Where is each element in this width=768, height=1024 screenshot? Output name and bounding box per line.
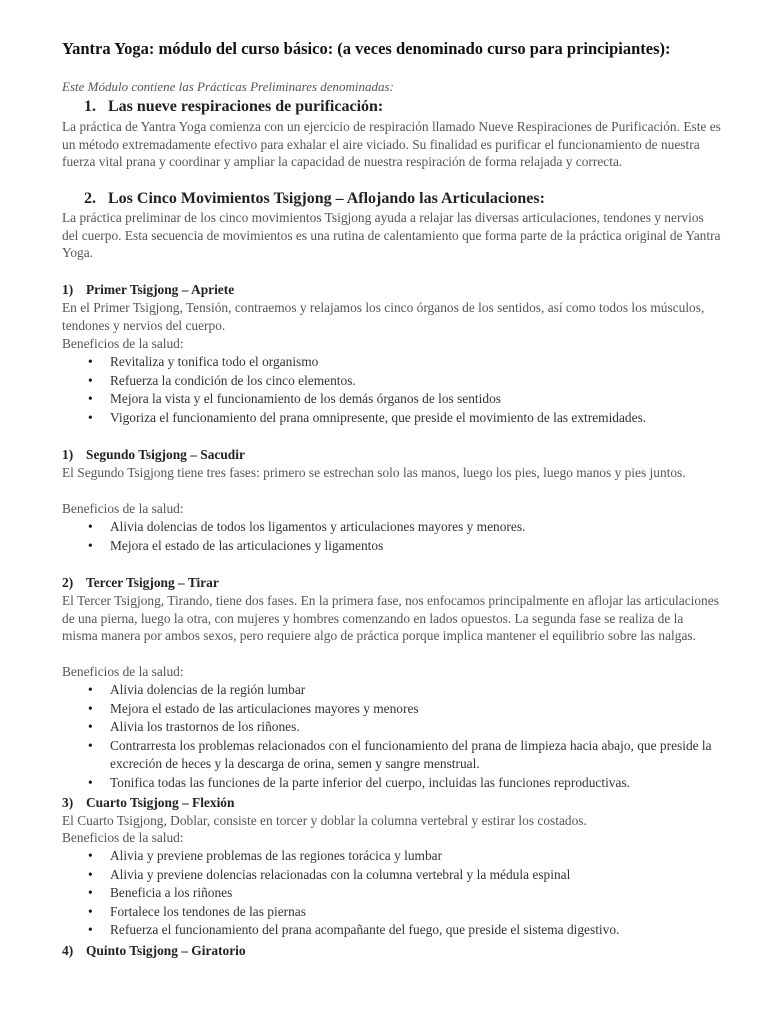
section-paragraph-2: La práctica preliminar de los cinco movimientos Tsigjong ayuda a relajar las diversas articulaciones, tendones y nervios del cuerpo. Esta secuencia de movimientos es una rutina de calentamiento que forma parte de la práctica original de Yantra Yoga. — [62, 210, 721, 261]
list-item: • Alivia dolencias de la región lumbar — [88, 681, 728, 700]
tsigjong-title: Cuarto Tsigjong – Flexión — [86, 795, 235, 810]
tsigjong-heading-1 — [62, 281, 234, 299]
tsigjong-title: Tercer Tsigjong – Tirar — [86, 575, 219, 590]
benefits-list-3 — [88, 681, 728, 792]
benefits-label: Beneficios de la salud: — [62, 830, 184, 845]
list-item: • Refuerza la condición de los cinco elementos. — [88, 372, 728, 391]
list-item: • Alivia y previene dolencias relacionadas con la columna vertebral y la médula espinal — [88, 866, 728, 885]
benefits-list-2 — [88, 518, 728, 555]
benefits-list-1 — [88, 353, 728, 427]
tsigjong-title: Segundo Tsigjong – Sacudir — [86, 447, 245, 462]
tsigjong-heading-3 — [62, 574, 219, 592]
list-item: • Alivia y previene problemas de las regiones torácica y lumbar — [88, 847, 728, 866]
section-heading-2 — [84, 189, 545, 209]
tsigjong-heading-2 — [62, 446, 245, 464]
list-item: • Contrarresta los problemas relacionados con el funcionamiento del prana de limpieza hacia abajo, que preside la excreción de heces y la descarga de orina, semen y sangre menstrual. — [88, 737, 728, 774]
list-item: • Refuerza el funcionamiento del prana acompañante del fuego, que preside el sistema digestivo. — [88, 921, 728, 940]
document-title: Yantra Yoga: módulo del curso básico: (a veces denominado curso para principiantes): — [62, 39, 671, 58]
tsigjong-number: 2) — [62, 575, 74, 590]
section-number: 1. — [84, 98, 96, 115]
tsigjong-number: 1) — [62, 447, 74, 462]
list-item: • Mejora el estado de las articulaciones y ligamentos — [88, 537, 728, 556]
list-item: • Beneficia a los riñones — [88, 884, 728, 903]
list-item: • Mejora la vista y el funcionamiento de los demás órganos de los sentidos — [88, 390, 728, 409]
list-item: • Alivia dolencias de todos los ligamentos y articulaciones mayores y menores. — [88, 518, 728, 537]
tsigjong-text-1: En el Primer Tsigjong, Tensión, contraemos y relajamos los cinco órganos de los sentidos, así como todos los músculos, tendones y nervios del cuerpo. — [62, 300, 705, 333]
benefits-label: Beneficios de la salud: — [62, 664, 184, 679]
tsigjong-number: 1) — [62, 282, 74, 297]
tsigjong-heading-5 — [62, 942, 246, 960]
list-item: • Revitaliza y tonifica todo el organismo — [88, 353, 728, 372]
tsigjong-title: Quinto Tsigjong – Giratorio — [86, 943, 246, 958]
section-heading-1 — [84, 97, 383, 117]
tsigjong-title: Primer Tsigjong – Apriete — [86, 282, 235, 297]
benefits-list-4 — [88, 847, 728, 940]
tsigjong-text-3: El Tercer Tsigjong, Tirando, tiene dos fases. En la primera fase, nos enfocamos principalmente en aflojar las articulaciones de una pierna, luego la otra, con mujeres y hombres comenzando en lados opuestos. La segunda fase se realiza de la misma manera por ambos sexos, pero requiere algo de práctica porque implica mantener el equilibrio sobre las nalgas. — [62, 593, 719, 644]
section-heading-text: Los Cinco Movimientos Tsigjong – Aflojando las Articulaciones: — [108, 190, 545, 207]
list-item: • Tonifica todas las funciones de la parte inferior del cuerpo, incluidas las funciones reproductivas. — [88, 774, 728, 793]
intro-text: Este Módulo contiene las Prácticas Preliminares denominadas: — [62, 79, 394, 94]
section-paragraph-1: La práctica de Yantra Yoga comienza con un ejercicio de respiración llamado Nueve Respiraciones de Purificación. Este es un método extremadamente efectivo para exhalar el aire viciado. Su finalidad es purificar el funcionamiento de nuestra fuerza vital prana y coordinar y ampliar la capacidad de nuestra respiración de forma relajada y correcta. — [62, 119, 721, 170]
list-item: • Mejora el estado de las articulaciones mayores y menores — [88, 700, 728, 719]
benefits-label: Beneficios de la salud: — [62, 336, 184, 351]
tsigjong-text-2: El Segundo Tsigjong tiene tres fases: primero se estrechan solo las manos, luego los pies, luego manos y pies juntos. — [62, 465, 686, 480]
tsigjong-number: 3) — [62, 795, 74, 810]
benefits-label: Beneficios de la salud: — [62, 501, 184, 516]
section-number: 2. — [84, 190, 96, 207]
section-heading-text: Las nueve respiraciones de purificación: — [108, 98, 384, 115]
list-item: • Alivia los trastornos de los riñones. — [88, 718, 728, 737]
list-item: • Vigoriza el funcionamiento del prana omnipresente, que preside el movimiento de las extremidades. — [88, 409, 728, 428]
tsigjong-number: 4) — [62, 943, 74, 958]
tsigjong-text-4: El Cuarto Tsigjong, Doblar, consiste en torcer y doblar la columna vertebral y estirar los costados. — [62, 813, 587, 828]
tsigjong-heading-4 — [62, 794, 234, 812]
list-item: • Fortalece los tendones de las piernas — [88, 903, 728, 922]
